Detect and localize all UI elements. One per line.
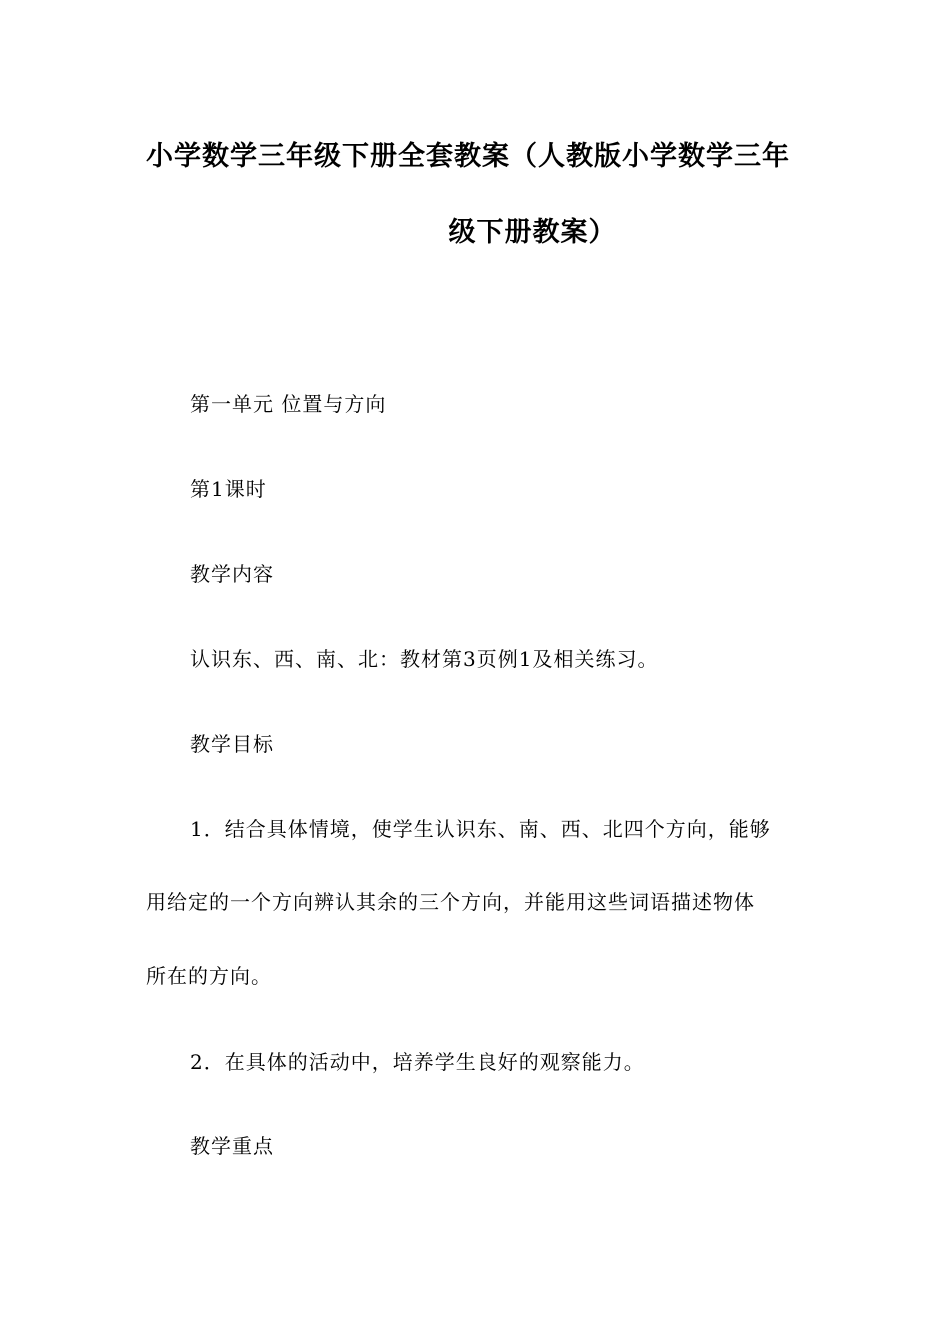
document-title-line-1: 小学数学三年级下册全套教案（人教版小学数学三年 — [146, 141, 790, 172]
goals-heading: 教学目标 — [190, 732, 274, 756]
document-title-line-2: 级下册教案） — [448, 217, 617, 248]
content-text: 认识东、西、南、北：教材第3页例1及相关练习。 — [190, 647, 659, 671]
goal-2: 2．在具体的活动中，培养学生良好的观察能力。 — [190, 1050, 645, 1074]
goal-1-line-2: 用给定的一个方向辨认其余的三个方向，并能用这些词语描述物体 — [146, 890, 755, 914]
goal-1-line-3: 所在的方向。 — [146, 964, 272, 988]
goal-1-line-1: 1．结合具体情境，使学生认识东、南、西、北四个方向，能够 — [190, 817, 771, 841]
unit-heading: 第一单元 位置与方向 — [190, 392, 387, 416]
lesson-label: 第1课时 — [190, 477, 267, 501]
keypoints-heading: 教学重点 — [190, 1134, 274, 1158]
content-heading: 教学内容 — [190, 562, 274, 586]
